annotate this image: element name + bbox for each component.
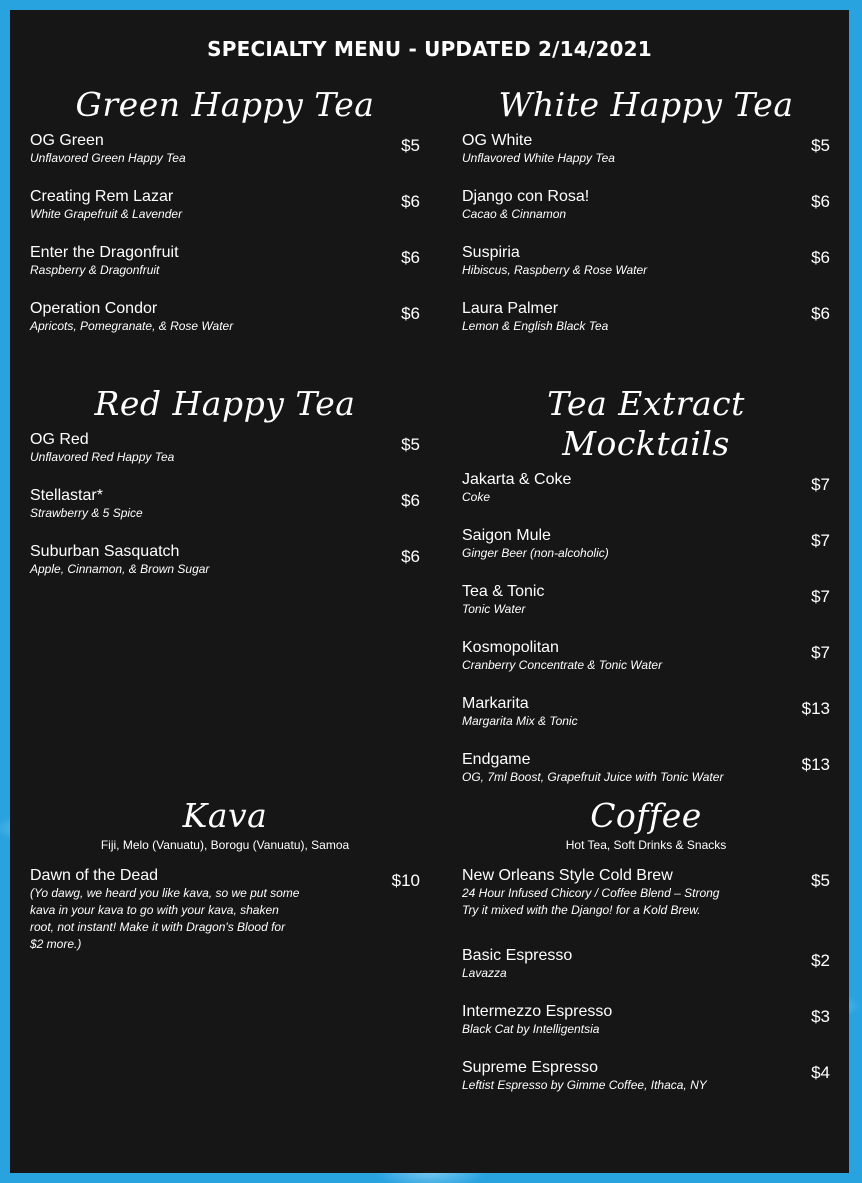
menu-item <box>462 1058 830 1114</box>
item-price: $6 <box>811 192 830 211</box>
section-heading: Tea Extract Mocktails <box>547 384 745 463</box>
item-description: Coke <box>462 490 491 504</box>
item-name: Basic Espresso <box>462 947 573 964</box>
item-description: 24 Hour Infused Chicory / Coffee Blend – Strong Try it mixed with the Django! for a Kold Brew. <box>462 886 720 917</box>
section-white-happy-tea <box>462 85 830 355</box>
section-green-happy-tea <box>30 85 420 355</box>
item-price: $7 <box>811 587 830 606</box>
item-price: $6 <box>401 248 420 267</box>
item-name: Jakarta & Coke <box>462 471 572 488</box>
item-price: $2 <box>811 951 830 970</box>
item-name: Saigon Mule <box>462 527 551 544</box>
menu-title: SPECIALTY MENU - UPDATED 2/14/2021 <box>207 37 652 61</box>
menu-item <box>462 243 830 299</box>
item-name: Suburban Sasquatch <box>30 543 180 560</box>
item-price: $4 <box>811 1063 830 1082</box>
item-price: $5 <box>401 435 420 454</box>
item-description: Apple, Cinnamon, & Brown Sugar <box>30 562 210 576</box>
item-description: White Grapefruit & Lavender <box>30 207 183 221</box>
menu-item <box>462 1002 830 1058</box>
section-heading: Coffee <box>590 796 702 835</box>
item-description: Cacao & Cinnamon <box>462 207 567 221</box>
item-description: Raspberry & Dragonfruit <box>30 263 160 277</box>
section-subtitle: Fiji, Melo (Vanuatu), Borogu (Vanuatu), Samoa <box>100 838 350 852</box>
item-list <box>30 430 420 598</box>
section-heading: Red Happy Tea <box>94 384 356 423</box>
menu-item <box>462 187 830 243</box>
menu-item <box>30 243 420 299</box>
item-name: Dawn of the Dead <box>30 867 159 884</box>
item-price: $6 <box>811 304 830 323</box>
item-name: Markarita <box>462 695 529 712</box>
item-name: OG Red <box>30 431 89 448</box>
item-price: $6 <box>401 547 420 566</box>
item-price: $5 <box>811 136 830 155</box>
menu-item <box>462 946 830 1002</box>
item-description: Leftist Espresso by Gimme Coffee, Ithaca, NY <box>462 1078 707 1092</box>
menu-item <box>30 299 420 355</box>
item-description: Strawberry & 5 Spice <box>30 506 143 520</box>
item-description: Unflavored Red Happy Tea <box>30 450 175 464</box>
item-price: $3 <box>811 1007 830 1026</box>
item-list <box>462 131 830 355</box>
section-heading: White Happy Tea <box>498 85 794 124</box>
item-description: Unflavored White Happy Tea <box>462 151 615 165</box>
item-description: Unflavored Green Happy Tea <box>30 151 186 165</box>
menu-item <box>462 582 830 638</box>
section-coffee <box>462 796 830 1114</box>
item-name: Creating Rem Lazar <box>30 188 174 205</box>
item-description: Tonic Water <box>462 602 526 616</box>
item-price: $6 <box>401 491 420 510</box>
item-price: $6 <box>811 248 830 267</box>
item-name: Kosmopolitan <box>462 639 559 656</box>
item-name: Enter the Dragonfruit <box>30 244 179 261</box>
section-subtitle: Hot Tea, Soft Drinks & Snacks <box>565 838 727 852</box>
menu-item <box>30 866 420 951</box>
item-name: Intermezzo Espresso <box>462 1003 613 1020</box>
item-name: Operation Condor <box>30 300 158 317</box>
section-red-happy-tea <box>30 384 420 598</box>
item-description: Lemon & English Black Tea <box>462 319 609 333</box>
item-name: Supreme Espresso <box>462 1059 599 1076</box>
item-price: $6 <box>401 192 420 211</box>
item-description: (Yo dawg, we heard you like kava, so we put some kava in your kava to go with your kava, shaken root, not instant! Make it with Dragon's Blood for $2 more.) <box>30 886 300 951</box>
menu-item <box>30 430 420 486</box>
item-name: Endgame <box>462 751 531 768</box>
section-tea-extract-mocktails <box>462 384 830 806</box>
item-description: OG, 7ml Boost, Grapefruit Juice with Tonic Water <box>462 770 724 784</box>
item-name: Laura Palmer <box>462 300 559 317</box>
item-name: Suspiria <box>462 244 520 261</box>
menu-item <box>30 542 420 598</box>
item-price: $13 <box>801 755 830 774</box>
menu-item <box>462 299 830 355</box>
menu-item <box>462 526 830 582</box>
menu-item <box>462 866 830 946</box>
section-heading: Green Happy Tea <box>75 85 375 124</box>
menu-item <box>30 486 420 542</box>
menu-item <box>462 131 830 187</box>
item-name: OG Green <box>30 132 104 149</box>
item-name: OG White <box>462 132 533 149</box>
menu-item <box>462 694 830 750</box>
menu-item <box>462 470 830 526</box>
menu-panel <box>10 10 849 1173</box>
item-price: $13 <box>801 699 830 718</box>
item-description: Lavazza <box>462 966 507 980</box>
item-price: $5 <box>401 136 420 155</box>
item-list <box>462 866 830 1114</box>
item-price: $7 <box>811 475 830 494</box>
item-description: Cranberry Concentrate & Tonic Water <box>462 658 663 672</box>
item-name: Stellastar* <box>30 487 103 504</box>
item-price: $5 <box>811 871 830 890</box>
item-description: Hibiscus, Raspberry & Rose Water <box>462 263 648 277</box>
item-price: $10 <box>391 871 420 890</box>
menu-item <box>462 638 830 694</box>
item-price: $6 <box>401 304 420 323</box>
item-name: Django con Rosa! <box>462 188 590 205</box>
section-kava <box>30 796 420 951</box>
item-list <box>30 131 420 355</box>
item-price: $7 <box>811 531 830 550</box>
item-price: $7 <box>811 643 830 662</box>
item-name: New Orleans Style Cold Brew <box>462 867 673 884</box>
menu-item <box>30 187 420 243</box>
section-heading: Kava <box>182 796 268 835</box>
item-description: Ginger Beer (non-alcoholic) <box>462 546 609 560</box>
menu-item <box>30 131 420 187</box>
item-description: Margarita Mix & Tonic <box>462 714 578 728</box>
item-list <box>462 470 830 806</box>
item-list <box>30 866 420 951</box>
item-name: Tea & Tonic <box>462 583 545 600</box>
item-description: Black Cat by Intelligentsia <box>462 1022 600 1036</box>
item-description: Apricots, Pomegranate, & Rose Water <box>30 319 234 333</box>
